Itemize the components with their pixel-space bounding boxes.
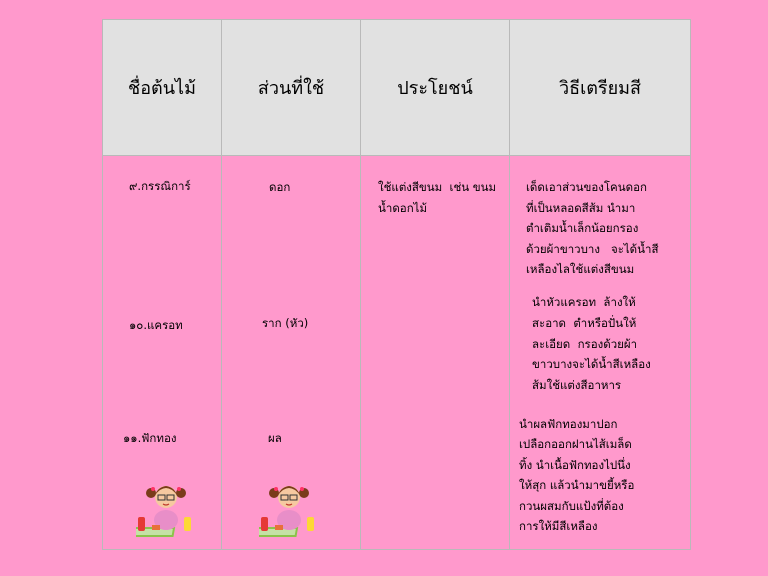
part-used-2: ราก (หัว) [262, 316, 309, 330]
girl-painting-icon [136, 477, 196, 539]
plant-name-1: ๙.กรรณิการ์ [129, 179, 191, 193]
header-color-method: วิธีเตรียมสี [558, 78, 641, 99]
plant-name-3: ๑๑.ฟักทอง [123, 431, 177, 445]
part-used-3: ผล [268, 431, 282, 445]
part-used-1: ดอก [269, 180, 291, 194]
plant-name-2: ๑๐.แครอท [129, 318, 183, 332]
slide: ชื่อต้นไม้ ส่วนที่ใช้ ประโยชน์ วิธีเตรียมสี ๙.กรรณิการ์ ดอก ใช้แต่งสีขนม เช่น ขนม น้ำดอกไม้ เด็ดเอาส่วนของโคนดอก ที่เป็นหลอดสีส้ม นำมา ตำเติมน้ำเล็กน้อยกรอง ด้วยผ้าขาวบาง จะได้น้ำสี เหลืองไลใช้แต่งสีขนม ๑๐.แครอท ราก (หัว) นำหัวแครอท ล้างให้ สะอาด ตำหรือปั่นให้ ละเอียด กรองด้วยผ้า ขาวบางจะได้น้ำสีเหลือง ส้มใช้แต่งสีอาหาร ๑๑.ฟักทอง ผล นำผลฟักทองมาปอก เปลือกออกฝานไส้เมล็ด ทิ้ง นำเนื้อฟักทองไปนึ่ง ให้สุก แล้วนำมาขยี้หรือ กวนผสมกับแป้งที่ต้อง การให้มีสีเหลือง [0, 0, 768, 576]
girl-painting-icon [259, 477, 319, 539]
header-benefit: ประโยชน์ [397, 78, 473, 99]
header-part-used: ส่วนที่ใช้ [257, 78, 325, 99]
header-plant-name: ชื่อต้นไม้ [128, 78, 196, 99]
